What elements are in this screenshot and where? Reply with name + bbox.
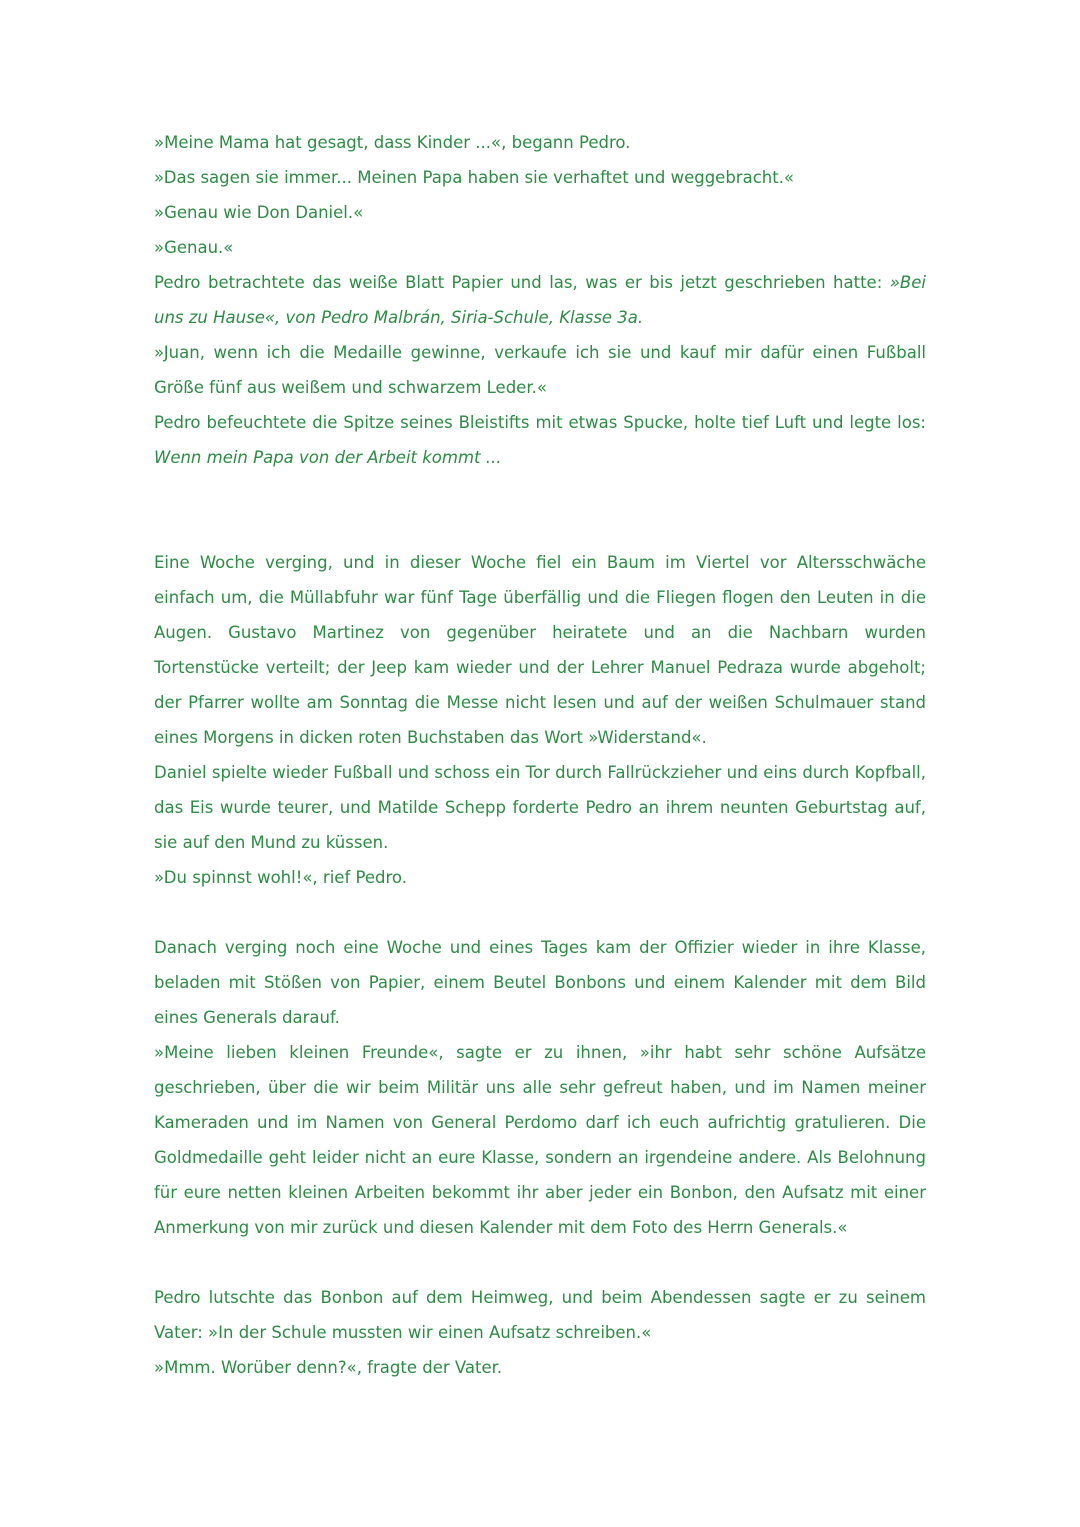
paragraph: Danach verging noch eine Woche und eines Tages kam der Offizier wieder in ihre Klasse, beladen mit Stößen von Papier, einem Beutel Bonbons und einem Kalender mit dem Bild eines Generals darauf.	[154, 938, 926, 1027]
paragraph: Eine Woche verging, und in dieser Woche fiel ein Baum im Viertel vor Altersschwäche einfach um, die Müllabfuhr war fünf Tage überfällig und die Fliegen flogen den Leuten in die Augen. Gustavo Martinez von gegenüber heiratete und an die Nachbarn wurden Tortenstücke verteilt; der Jeep kam wieder und der Lehrer Manuel Pedraza wurde abgeholt; der Pfarrer wollte am Sonntag die Messe nicht lesen und auf der weißen Schulmauer stand eines Morgens in dicken roten Buchstaben das Wort »Widerstand«.	[154, 553, 926, 747]
paragraph: »Meine lieben kleinen Freunde«, sagte er zu ihnen, »ihr habt sehr schöne Aufsätze geschrieben, über die wir beim Militär uns alle sehr gefreut haben, und im Namen meiner Kameraden und im Namen von General Perdomo darf ich euch aufrichtig gratulieren. Die Goldmedaille geht leider nicht an eure Klasse, sondern an irgendeine andere. Als Belohnung für eure netten kleinen Arbeiten bekommt ihr aber jeder ein Bonbon, den Aufsatz mit einer Anmerkung von mir zurück und diesen Kalender mit dem Foto des Herrn Generals.«	[154, 1043, 926, 1237]
paragraph-text: Pedro betrachtete das weiße Blatt Papier und las, was er bis jetzt geschrieben hatte:	[154, 273, 890, 292]
section-spacer	[154, 895, 926, 930]
paragraph: »Juan, wenn ich die Medaille gewinne, verkaufe ich sie und kauf mir dafür einen Fußball Größe fünf aus weißem und schwarzem Leder.«	[154, 343, 926, 397]
section-spacer	[154, 1245, 926, 1280]
text-line: »Meine Mama hat gesagt, dass Kinder ...«, begann Pedro.	[154, 133, 631, 152]
italic-essay-start: Wenn mein Papa von der Arbeit kommt ...	[154, 448, 502, 467]
text-line: »Das sagen sie immer... Meinen Papa haben sie verhaftet und weggebracht.«	[154, 168, 795, 187]
paragraph: Pedro lutschte das Bonbon auf dem Heimweg, und beim Abendessen sagte er zu seinem Vater: »In der Schule mussten wir einen Aufsatz schreiben.«	[154, 1288, 926, 1342]
paragraph: Daniel spielte wieder Fußball und schoss ein Tor durch Fallrückzieher und eins durch Kopfball, das Eis wurde teurer, und Matilde Schepp forderte Pedro an ihrem neunten Geburtstag auf, sie auf den Mund zu küssen.	[154, 763, 926, 852]
paragraph-text: Pedro befeuchtete die Spitze seines Bleistifts mit etwas Spucke, holte tief Luft und legte los:	[154, 413, 926, 432]
text-line: »Genau.«	[154, 238, 234, 257]
document-page	[154, 125, 926, 1385]
section-spacer	[154, 475, 926, 545]
italic-essay-title: »Bei uns zu Hause«, von Pedro Malbrán, Siria-Schule, Klasse 3a.	[154, 273, 926, 327]
text-line: »Genau wie Don Daniel.«	[154, 203, 364, 222]
text-line: »Mmm. Worüber denn?«, fragte der Vater.	[154, 1358, 503, 1377]
paragraph	[154, 265, 926, 335]
text-line: »Du spinnst wohl!«, rief Pedro.	[154, 868, 407, 887]
paragraph	[154, 405, 926, 475]
